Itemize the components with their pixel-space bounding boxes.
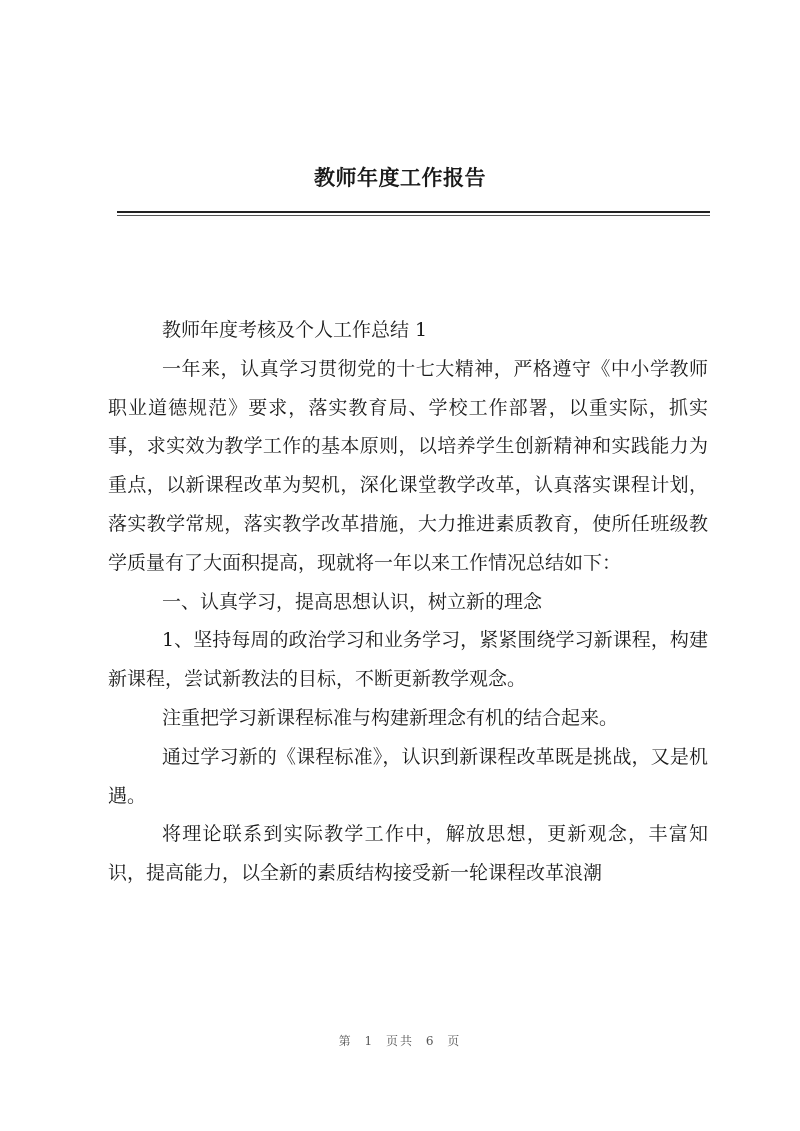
body-paragraph: 一年来，认真学习贯彻党的十七大精神，严格遵守《中小学教师职业道德规范》要求，落实教育局、学校工作部署，以重实际，抓实事，求实效为教学工作的基本原则，以培养学生创新精神和实践能力为重点，以新课程改革为契机，深化课堂教学改革，认真落实课程计划，落实教学常规，落实教学改革措施，大力推进素质教育，使所任班级教学质量有了大面积提高，现就将一年以来工作情况总结如下： (108, 357, 708, 574)
title-divider (117, 211, 710, 213)
footer-current-page: 1 (364, 1034, 375, 1048)
document-body (108, 311, 708, 893)
section-heading: 教师年度考核及个人工作总结 1 (162, 319, 428, 341)
body-paragraph: 通过学习新的《课程标准》，认识到新课程改革既是挑战，又是机遇。 (108, 745, 708, 807)
footer-total-pages: 6 (425, 1034, 436, 1048)
page-footer (0, 1032, 800, 1049)
body-paragraph: 1、坚持每周的政治学习和业务学习，紧紧围绕学习新课程，构建新课程，尝试新教法的目标，不断更新教学观念。 (108, 629, 708, 691)
footer-suffix: 页 (447, 1034, 462, 1048)
footer-prefix: 第 (338, 1034, 353, 1048)
subsection-heading: 一、认真学习，提高思想认识，树立新的理念 (162, 590, 543, 613)
document-title: 教师年度工作报告 (314, 166, 486, 190)
body-paragraph: 注重把学习新课程标准与构建新理念有机的结合起来。 (162, 706, 619, 729)
title-divider-thin (117, 215, 710, 216)
footer-middle: 页共 (385, 1034, 414, 1048)
body-paragraph: 将理论联系到实际教学工作中，解放思想，更新观念，丰富知识，提高能力，以全新的素质结构接受新一轮课程改革浪潮 (108, 823, 708, 885)
